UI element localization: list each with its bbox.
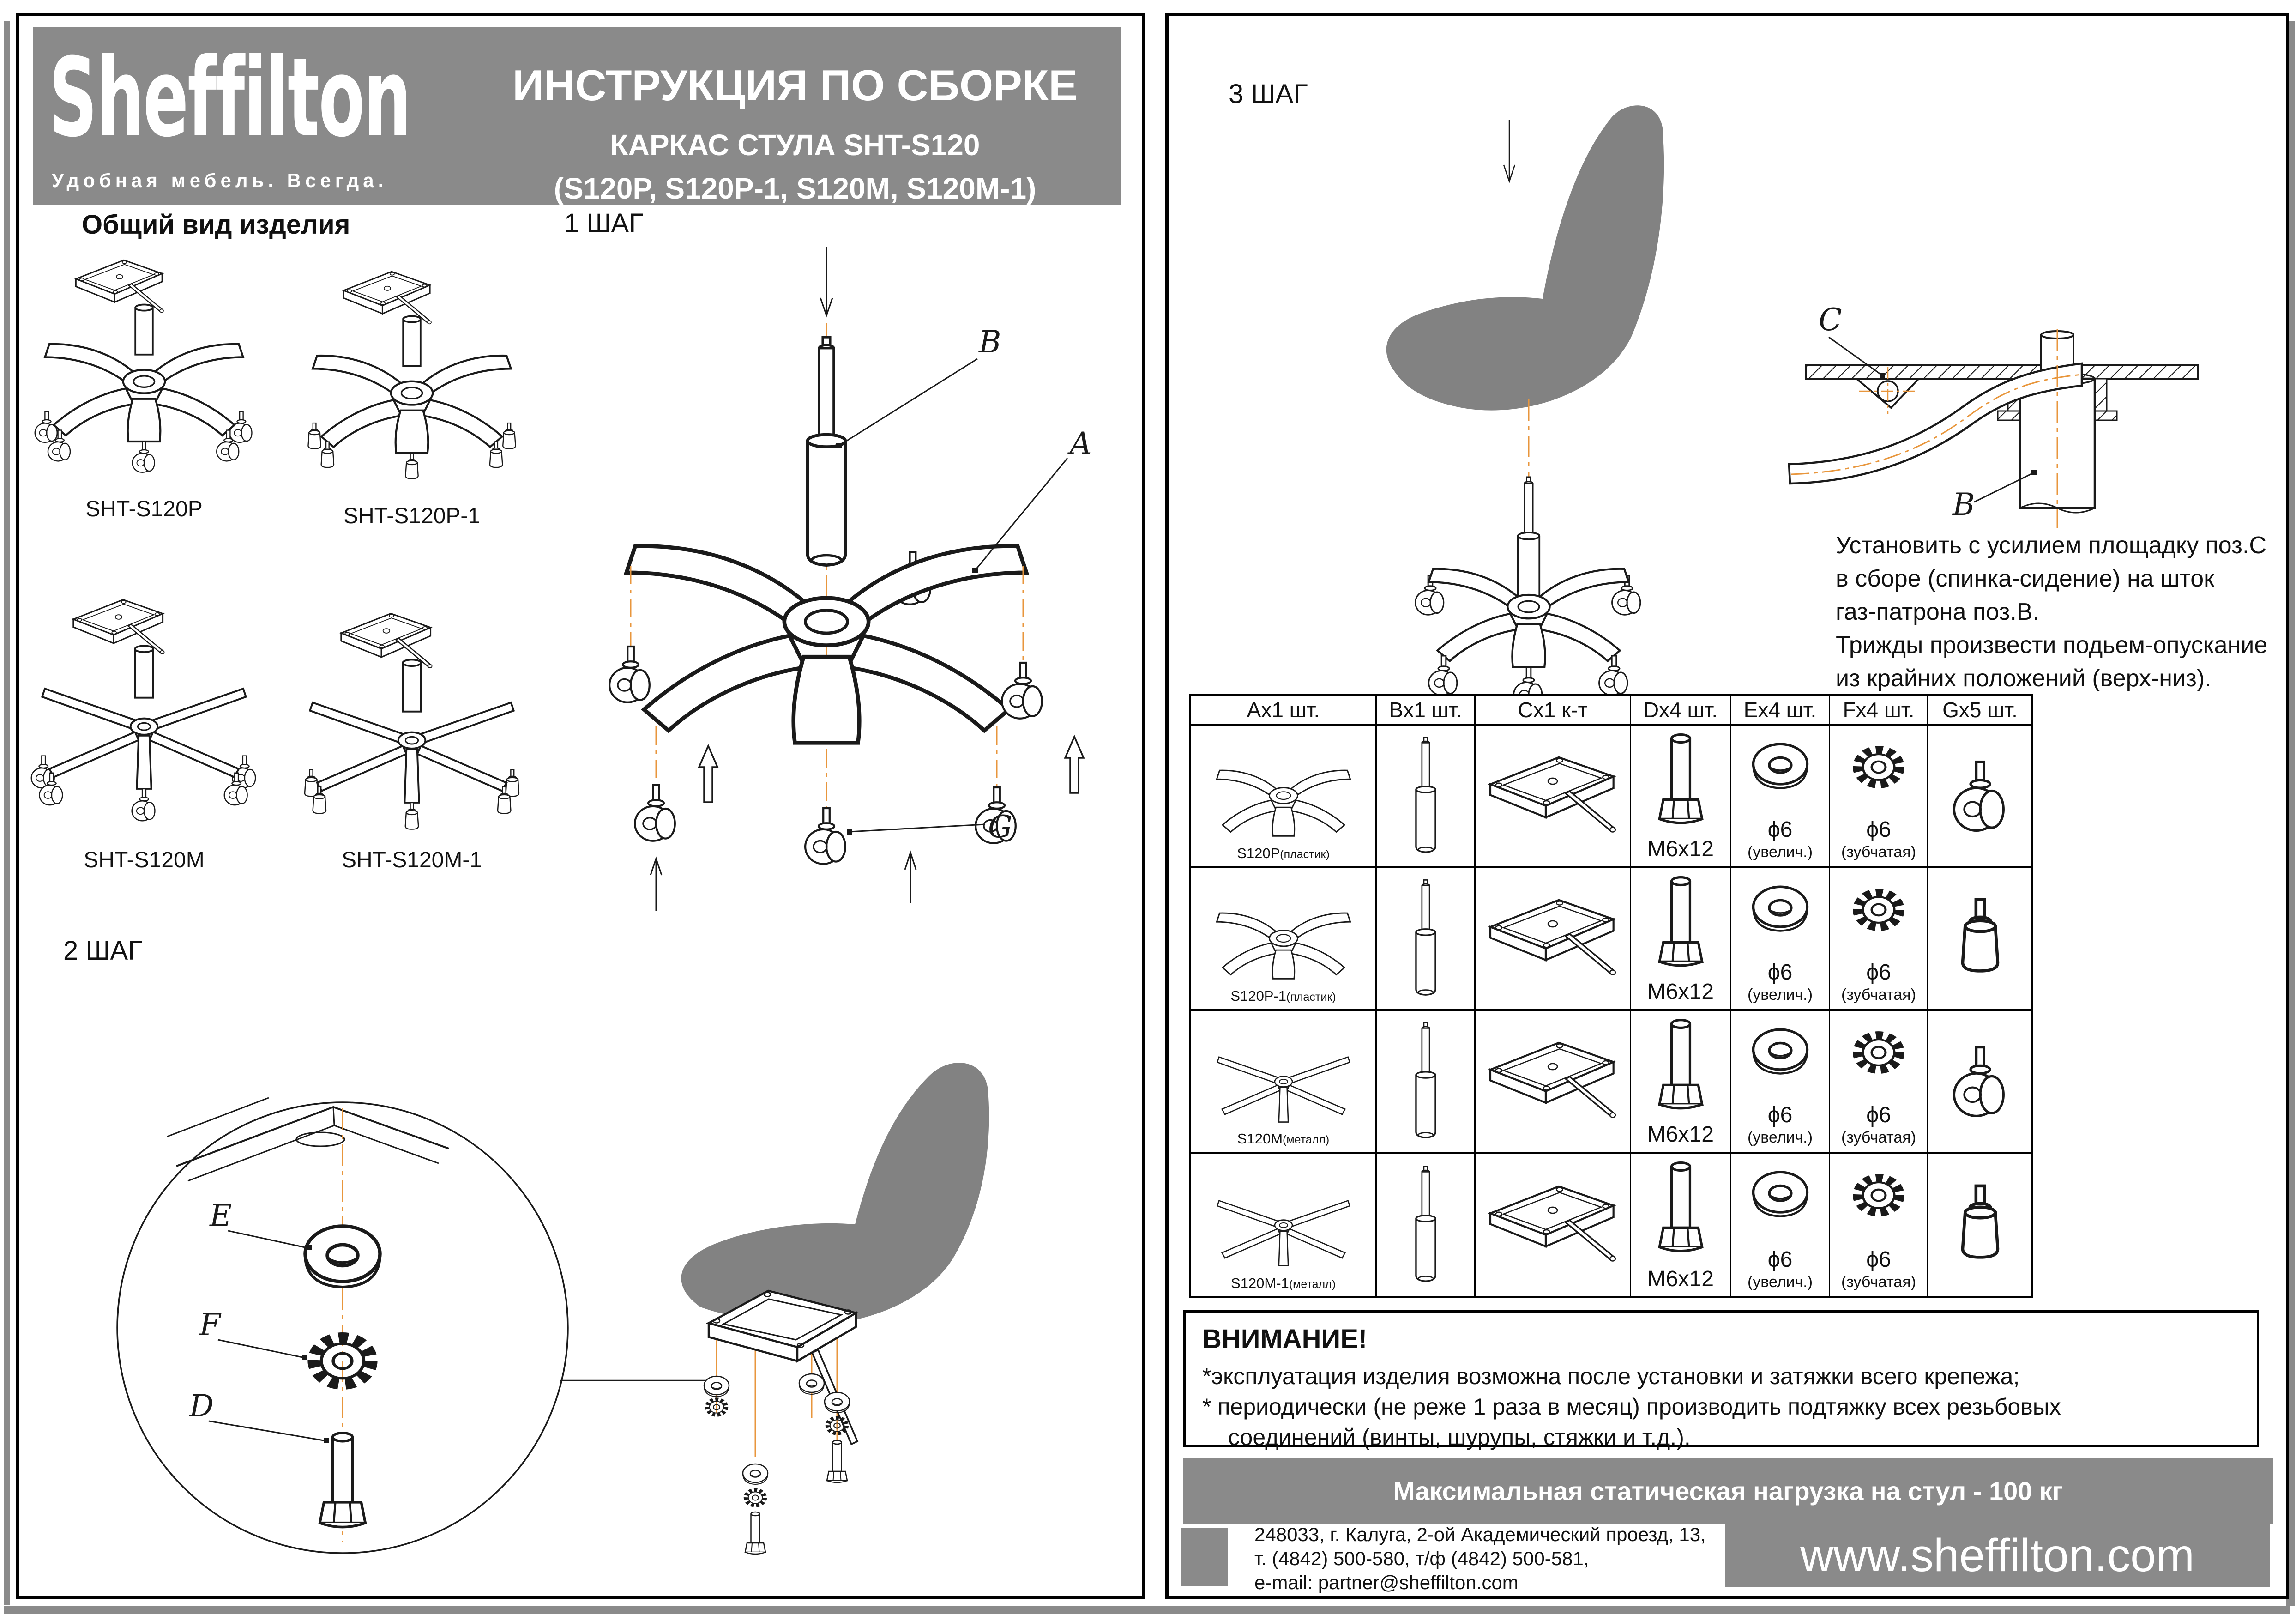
- bolt-size: M6x12: [1647, 1267, 1714, 1291]
- tooth-dia: ϕ6: [1866, 1103, 1891, 1127]
- caster-icon: [1950, 750, 2010, 842]
- washer-icon: [1750, 884, 1810, 935]
- washer-note: (увелич.): [1747, 1273, 1813, 1291]
- metal-five-star-base-icon: [310, 702, 513, 803]
- part-label-c: C: [1819, 302, 1842, 338]
- cell-bolt: [1631, 1154, 1731, 1296]
- metal-five-star-base-icon: [1207, 1179, 1360, 1271]
- cell-bracket-kit: [1476, 1154, 1631, 1296]
- tooth-note: (зубчатая): [1841, 1273, 1916, 1291]
- gas-lift-icon: [1405, 736, 1446, 857]
- step3-instructions: [1836, 529, 2267, 695]
- tooth-washer-icon: [1851, 887, 1906, 933]
- seat-bracket-kit-icon: [1483, 1031, 1622, 1132]
- model-material: (металл): [1283, 1133, 1330, 1146]
- part-label-g: G: [988, 809, 1012, 845]
- caster-icon: [1002, 663, 1042, 719]
- washer-icon: [1750, 1169, 1810, 1220]
- model-material: (металл): [1289, 1278, 1336, 1291]
- cell-gas-lift: [1377, 1011, 1476, 1154]
- glide-icon: [405, 453, 418, 479]
- instruction-line: в сборе (спинка-сидение) на шток: [1836, 565, 2214, 592]
- gas-lift-icon: [1405, 1165, 1446, 1286]
- glide-icon: [1955, 895, 2006, 983]
- up-arrow-icon: [651, 859, 662, 911]
- caster-icon: [1514, 667, 1542, 697]
- tooth-note: (зубчатая): [1841, 1129, 1916, 1146]
- max-load-bar: Максимальная статическая нагрузка на стул - 100 кг: [1183, 1458, 2273, 1524]
- cell-washer: [1731, 868, 1830, 1011]
- model-material: (пластик): [1280, 848, 1330, 861]
- washer-dia: ϕ6: [1767, 1247, 1793, 1272]
- cell-gas-lift: [1377, 868, 1476, 1011]
- col-header-d: Dx4 шт.: [1643, 698, 1718, 722]
- cell-base: [1191, 726, 1377, 868]
- bolt-icon: [745, 1512, 765, 1554]
- cell-washer: [1731, 726, 1830, 868]
- cell-tooth-washer: [1830, 868, 1928, 1011]
- figure-caption: SHT-S120P: [85, 497, 203, 521]
- warning-box: [1183, 1310, 2259, 1450]
- part-label-b: B: [979, 324, 1001, 360]
- tooth-washer-icon: [1851, 744, 1906, 790]
- bolt-icon: [1657, 1160, 1705, 1259]
- address-line: 248033, г. Калуга, 2-ой Академический проезд, 13,: [1254, 1524, 1706, 1545]
- step1-diagram: [587, 229, 1127, 921]
- washer-icon: [305, 1226, 380, 1287]
- doc-subtitle-variants: (S120P, S120P-1, S120M, S120M-1): [554, 172, 1037, 205]
- tooth-dia: ϕ6: [1866, 817, 1891, 842]
- caster-icon: [1429, 656, 1457, 695]
- gas-lift-icon: [808, 337, 845, 565]
- cell-bracket-kit: [1476, 1011, 1631, 1154]
- bolt-size: M6x12: [1647, 980, 1714, 1004]
- glide-icon: [1955, 1181, 2006, 1269]
- glide-icon: [405, 803, 418, 829]
- cell-foot: [1928, 1154, 2031, 1296]
- figure-caption: SHT-S120M-1: [341, 848, 482, 872]
- washer-dia: ϕ6: [1767, 960, 1793, 985]
- tooth-washer-icon: [1851, 1029, 1906, 1076]
- step3-detail-diagram: [1783, 275, 2207, 533]
- warning-line: соединений (винты, шурупы, стяжки и т.д.).: [1228, 1424, 1691, 1450]
- cell-tooth-washer: [1830, 1154, 1928, 1296]
- instruction-line: Установить с усилием площадку поз.С: [1836, 532, 2266, 559]
- instruction-line: газ-патрона поз.В.: [1836, 599, 2039, 625]
- bolt-icon: [1657, 1017, 1705, 1117]
- washer-dia: ϕ6: [1767, 817, 1793, 842]
- cell-tooth-washer: [1830, 726, 1928, 868]
- model-label: S120P: [1237, 845, 1280, 861]
- bolt-size: M6x12: [1647, 837, 1714, 861]
- gas-lift-icon: [1405, 878, 1446, 999]
- figure-caption: SHT-S120M: [84, 848, 205, 872]
- address-line: e-mail: partner@sheffilton.com: [1254, 1572, 1519, 1593]
- washer-icon: [799, 1374, 824, 1394]
- bolt-size: M6x12: [1647, 1122, 1714, 1147]
- caster-icon: [635, 785, 675, 841]
- gas-lift-icon: [1518, 477, 1540, 607]
- caster-icon: [1950, 1035, 2010, 1128]
- figure-sht-s120m: [26, 596, 262, 827]
- tooth-washer-icon: [1851, 1172, 1906, 1218]
- plastic-five-star-base-icon: [313, 356, 511, 453]
- step1-heading: 1 ШАГ: [564, 208, 644, 238]
- glide-icon: [305, 770, 318, 797]
- caster-icon: [35, 411, 57, 442]
- col-header-e: Ex4 шт.: [1743, 698, 1817, 722]
- plastic-five-star-base-icon: [45, 344, 243, 442]
- washer-icon: [1750, 1027, 1810, 1077]
- seat-bracket-kit-icon: [1483, 888, 1622, 990]
- seat-bracket: [709, 1291, 857, 1444]
- part-label-d: D: [189, 1388, 214, 1424]
- doc-subtitle-model: КАРКАС СТУЛА SHT-S120: [610, 128, 980, 162]
- instruction-line: из крайних положений (верх-низ).: [1836, 665, 2212, 692]
- cell-base: [1191, 1154, 1377, 1296]
- washer-note: (увелич.): [1747, 843, 1813, 861]
- tooth-note: (зубчатая): [1841, 986, 1916, 1004]
- part-label-a: A: [1070, 426, 1092, 461]
- washer-icon: [704, 1376, 729, 1397]
- glide-icon: [506, 770, 519, 797]
- bolt-icon: [1657, 732, 1705, 831]
- metal-five-star-base-icon: [42, 689, 246, 789]
- footer-address: [1254, 1523, 1706, 1595]
- glide-icon: [503, 423, 515, 449]
- figure-caption: SHT-S120P-1: [343, 504, 481, 528]
- cell-bolt: [1631, 868, 1731, 1011]
- cell-base: [1191, 1011, 1377, 1154]
- up-arrow-icon: [905, 853, 916, 903]
- cell-bracket-kit: [1476, 868, 1631, 1011]
- caster-icon: [609, 647, 650, 702]
- model-label: S120M-1: [1231, 1275, 1289, 1291]
- up-arrow-icon: [699, 746, 717, 802]
- cell-washer: [1731, 1011, 1830, 1154]
- warning-title: ВНИМАНИЕ!: [1202, 1324, 1368, 1354]
- model-label: S120M: [1237, 1131, 1283, 1147]
- tooth-note: (зубчатая): [1841, 843, 1916, 861]
- washer-icon: [743, 1464, 768, 1484]
- washer-dia: ϕ6: [1767, 1103, 1793, 1127]
- bolt-icon: [320, 1433, 366, 1527]
- bolt-icon: [827, 1440, 847, 1482]
- caster-icon: [133, 442, 155, 472]
- sheffilton-logo: Sheffilton: [49, 35, 410, 161]
- step2-diagram: [29, 968, 1132, 1582]
- seat-bracket-kit-icon: [1483, 745, 1622, 847]
- down-arrow-icon: [1504, 120, 1515, 181]
- cell-foot: [1928, 1011, 2031, 1154]
- figure-sht-s120m-1: [287, 610, 536, 841]
- cell-bracket-kit: [1476, 726, 1631, 868]
- address-line: т. (4842) 500-580, т/ф (4842) 500-581,: [1254, 1548, 1589, 1569]
- cell-foot: [1928, 868, 2031, 1011]
- step3-diagram: [1362, 76, 1704, 697]
- cell-washer: [1731, 1154, 1830, 1296]
- caster-icon: [805, 808, 845, 864]
- logo-slogan: Удобная мебель. Всегда.: [52, 169, 388, 191]
- bolt-icon: [1657, 875, 1705, 974]
- cell-gas-lift: [1377, 726, 1476, 868]
- caster-icon: [132, 789, 155, 821]
- doc-title: ИНСТРУКЦИЯ ПО СБОРКЕ: [512, 61, 1078, 109]
- chair-shell: [1386, 105, 1664, 410]
- warning-line: *эксплуатация изделия возможна после установки и затяжки всего крепежа;: [1202, 1363, 2020, 1389]
- tooth-washer-icon: [746, 1490, 765, 1506]
- up-arrow-icon: [1065, 737, 1084, 793]
- cell-gas-lift: [1377, 1154, 1476, 1296]
- cell-tooth-washer: [1830, 1011, 1928, 1154]
- washer-icon: [1750, 741, 1810, 792]
- tooth-dia: ϕ6: [1866, 1247, 1891, 1272]
- col-header-g: Gx5 шт.: [1942, 698, 2018, 722]
- step2-heading: 2 ШАГ: [63, 936, 143, 966]
- cell-foot: [1928, 726, 2031, 868]
- tooth-dia: ϕ6: [1866, 960, 1891, 985]
- caster-icon: [1599, 656, 1627, 695]
- website-banner: www.sheffilton.com: [1725, 1524, 2270, 1587]
- figure-sht-s120p: [26, 256, 262, 479]
- cell-bolt: [1631, 726, 1731, 868]
- cell-base: [1191, 868, 1377, 1011]
- plastic-five-star-base-icon: [1207, 893, 1360, 985]
- metal-five-star-base-icon: [1207, 1035, 1360, 1128]
- figure-sht-s120p-1: [287, 268, 536, 490]
- glide-icon: [308, 423, 320, 449]
- model-label: S120P-1: [1230, 988, 1287, 1004]
- washer-icon: [825, 1392, 850, 1413]
- instruction-line: Трижды произвести подьем-опускание: [1836, 632, 2268, 659]
- warning-line: * периодически (не реже 1 раза в месяц) производить подтяжку всех резьбовых: [1202, 1394, 2061, 1420]
- seat-shell: [681, 1063, 989, 1325]
- cell-bolt: [1631, 1011, 1731, 1154]
- step3-heading: 3 ШАГ: [1229, 79, 1308, 109]
- seat-bracket-kit-icon: [1483, 1174, 1622, 1276]
- col-header-b: Bx1 шт.: [1389, 698, 1462, 722]
- parts-table: [1189, 694, 2033, 1298]
- washer-note: (увелич.): [1747, 986, 1813, 1004]
- col-header-a: Ax1 шт.: [1247, 698, 1320, 722]
- col-header-f: Fx4 шт.: [1843, 698, 1915, 722]
- header-band: [33, 27, 1121, 205]
- page-shadow-left: [4, 21, 10, 1605]
- part-label-e: E: [210, 1198, 232, 1234]
- footer-marker-block: [1181, 1528, 1228, 1586]
- left-sheet: [16, 13, 1145, 1599]
- col-header-c: Cx1 к-т: [1518, 698, 1588, 722]
- gas-lift-icon: [1405, 1021, 1446, 1142]
- right-sheet: [1165, 13, 2289, 1599]
- plastic-five-star-base-icon: [1207, 750, 1360, 842]
- part-label-f: F: [199, 1307, 221, 1343]
- washer-note: (увелич.): [1747, 1129, 1813, 1146]
- page-shadow-bottom: [4, 1606, 2290, 1614]
- overview-heading: Общий вид изделия: [82, 210, 350, 240]
- part-label-b: B: [1953, 487, 1975, 522]
- model-material: (пластик): [1286, 991, 1336, 1004]
- down-arrow-icon: [820, 247, 832, 315]
